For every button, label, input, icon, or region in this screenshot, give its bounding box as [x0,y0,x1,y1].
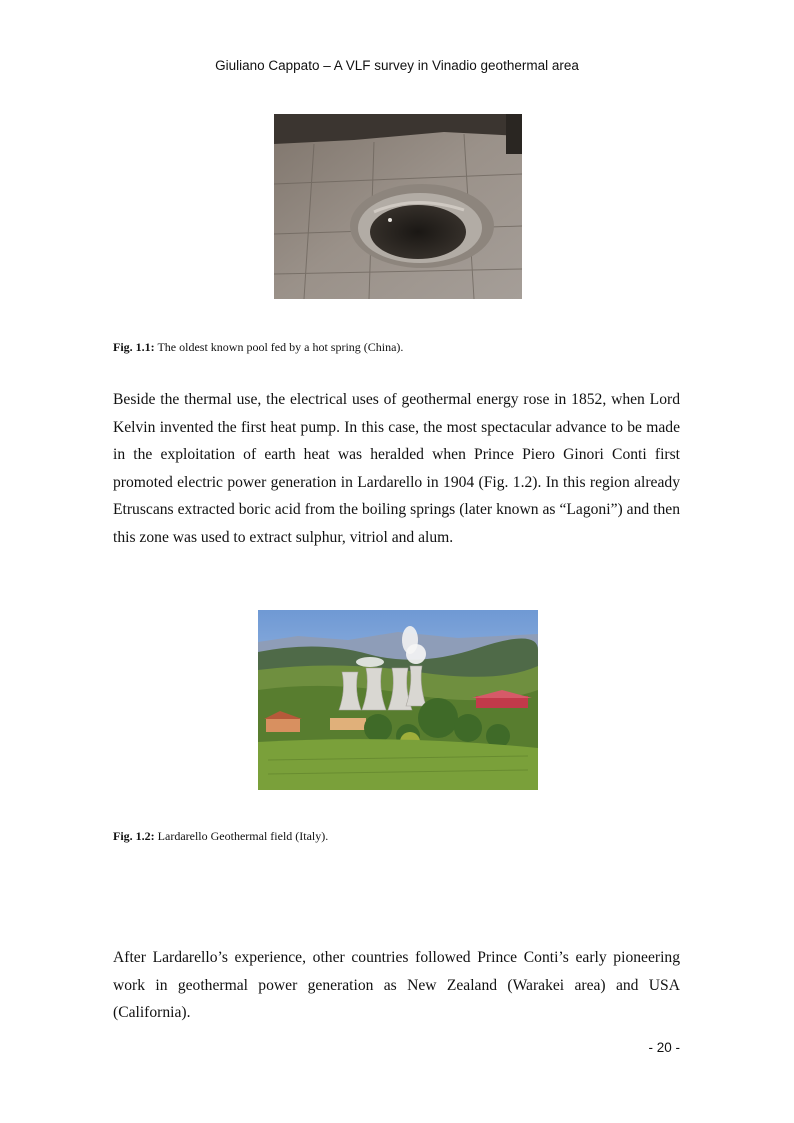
figure-2-caption [113,829,328,844]
figure-2-caption-text: Lardarello Geothermal field (Italy). [157,829,329,843]
running-header: Giuliano Cappato – A VLF survey in Vinadio geothermal area [215,58,579,73]
figure-2-label: Fig. 1.2: [113,829,155,843]
figure-1-caption [113,340,403,355]
page-number: - 20 - [648,1040,680,1055]
body-paragraph-1: Beside the thermal use, the electrical uses of geothermal energy rose in 1852, when Lord Kelvin invented the first heat pump. In this case, the most spectacular advance to be made in the exploitation of earth heat was heralded when Prince Piero Ginori Conti first promoted electric power generation in Lardarello in 1904 (Fig. 1.2). In this region already Etruscans extracted boric acid from the boiling springs (later known as “Lagoni”) and then this zone was used to extract sulphur, vitriol and alum. [113,391,680,546]
figure-1-caption-text: The oldest known pool fed by a hot spring (China). [157,340,404,354]
figure-1-label: Fig. 1.1: [113,340,155,354]
figure-lardarello-image [258,610,538,790]
figure-hot-spring-pool-image [274,114,522,299]
body-paragraph-2: After Lardarello’s experience, other countries followed Prince Conti’s early pioneering work in geothermal power generation as New Zealand (Warakei area) and USA (California). [113,949,680,1022]
